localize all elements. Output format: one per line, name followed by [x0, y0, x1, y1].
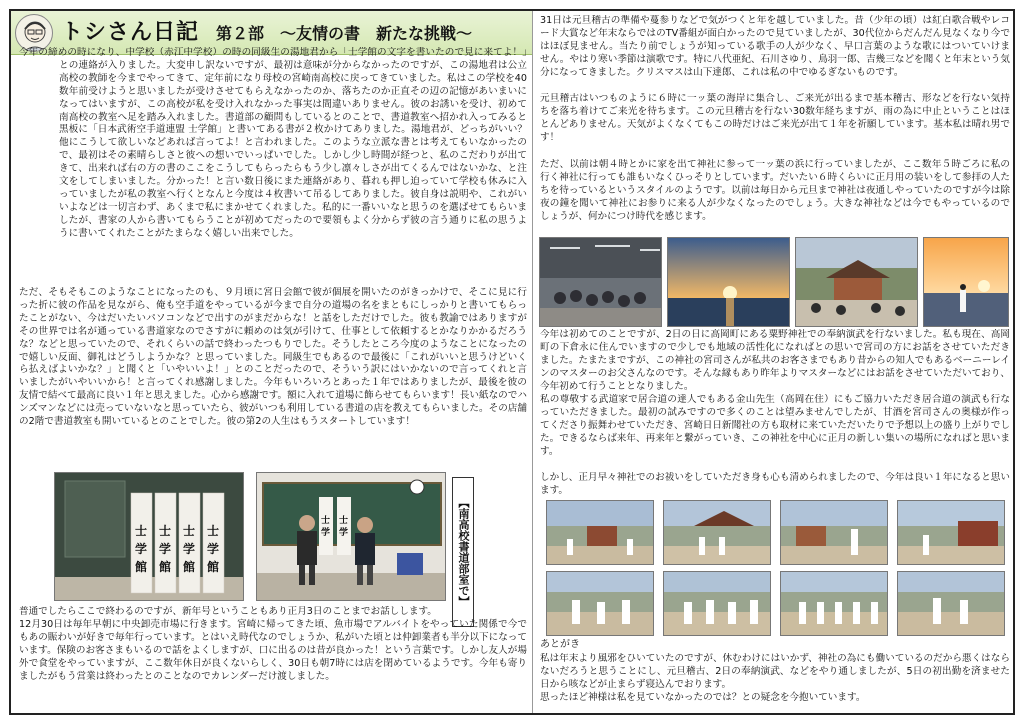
afterword-title: あとがき: [540, 639, 580, 650]
left-column: [11, 11, 533, 713]
photo-demo-1: [546, 500, 654, 565]
svg-text:館: 館: [159, 560, 172, 574]
right-paragraph-3: ただ、以前は朝４時とかに家を出て神社に参って一ッ葉の浜に行っていましたが、ここ数年５時ごろに私の行く神社に行っても誰もいなくひっそりとしています。だいたい６時くらいに正月用の装いをして参拝の人たちを待っているというスタイルのようです。以前は毎日から元旦まで神社は夜通しやっていたのですが今は除夜の鐘を聞いて神社にお参りに来る人が少なくなったのでしょう。大きな神社などは今でもやっているのでしょうが、何かにつけ時代を感じます。: [540, 159, 1010, 222]
left-paragraph-1: 今年の締めの時になり、中学校（赤江中学校）の時の同級生の湯地君から「士学館の文字を書いたので見に来てよ！」との連絡が入りました。大変申し訳ないですが、最初は意味が分からなかったのですが、この湯地君は公立高校の教師を今までやってきて、定年前になり母校の宮崎南高校に戻ってきていました。私はこの学校を40数年前受けようと思いましたが受けさせてもらえなかったのか、落ちたのか正直その辺の記憶があいまいになってはいますが、この高校が私を受け入れなかった事実は間違いありません。彼のお誘いを受け、初めて南高校の教室へ足を踏み入れました。書道部の顧問もしているとのことで、書道教室へ招かれ入ってみると黒板に「日本武術空手道連盟 士学館」と書いてある書が２枚かけてありました。湯地君が、どっちがいい？他にこうして欲しいなどあれば言ってよ！と言われました。このような立派な書とは考えてもいなかったので、最初はその素晴らしさと彼への想いでいっぱいでした。しかし少し時間が経つと、私のこだわりが出てきて、出来れば右の方の書のここをこうしてもらったらもう少し凛々しさが出てくるんではないかな、と注文をしてしまいました。分かった！と言い数日後にまた連絡があり、暮れも押し迫っていて学校も休みに入っていましたが私の教室へ行くとなんと今度は４枚書いて吊るしてありました。彼自身は説明や、これがいいよなどは一切言わず、あくまで私にまかせてくれました。私的に一番いいなと思うのを選ばせてもらいましたが、書家の人から書いてもらうことが初めてだったので要領もよく分からず彼の言う通りに私の思うように書いてくれたことがたまらなく嬉しい出来でした。: [19, 47, 527, 239]
svg-text:館: 館: [183, 560, 196, 574]
svg-text:士: 士: [321, 516, 331, 526]
photo-beach-sunrise-karate: [923, 237, 1009, 327]
right-paragraph-1: 31日は元旦稽古の準備や蔓参りなどで気がつくと年を越していました。昔（少年の頃）は紅白歌合戦やレコード大賞など年末ならではのTV番組が面白かったので見ていましたが、30代位からだんだん見なくなり今ではほぼ見ません。当たり前でしょうが知っている歌手の人が少なく、早口言葉のような歌にはついていけません。やはり寒い季節は演歌です。特に八代亜紀、石川さゆり、鳥羽一郎、吉幾三などを聞くと年末という気分になってきました。クリスマスは山下達郎、これは私の中でゆるぎないものです。: [540, 15, 1010, 78]
left-paragraph-2: ただ、そもそもこのようなことになったのも、９月頃に宮日会館で彼が個展を開いたのがきっかけで、そこに見に行った折に彼の作品を見ながら、俺も空手道をやっているが今まで自分の道場の名をまともにしっかりと書いてもらったことがない、今はだいたいパソコンなどで出すのがまだからな！と話をしただけでした。彼も教諭ではありますがその世界では名が通っている書道家なのでさすがに頼めのは気が引けて、仕事として依頼するとかなりかかるだろうな？などと思っていたので、それくらいの話で終わったつもりでした。そうしたところ今度のようなことになったので嬉しい反面、御礼はどうしようかな？と思っていました。同級生でもあるので最後に「これがいいと思うけどいくら払えばよいかな？」と聞くと「いやいいよ！」とのことだったので、そういう訳にはいかないので言ってくれと言いましたがいやいいから！と言ってくれ感謝しました。今年もいろいろとあった１年ではありましたが、最後を彼の友情で結べて最高に良い１年と思えました。心から感謝です。額に入れて道場に飾らせてもらいます！長い紙なのでハンズマンなどには売っていないなと思っていたら、彼がいつも利用している書道の店を教えてもらいました。その店舗の2階で書道教室も開いているとのことでした。彼の第2の人生はもうスタートしています！: [19, 287, 527, 428]
photo-calligraphy-scrolls: [54, 472, 244, 601]
svg-text:士: 士: [207, 524, 220, 538]
photo-two-men-classroom: [256, 472, 446, 601]
svg-text:学: 学: [207, 542, 220, 556]
page-title: トシさん日記: [61, 20, 200, 45]
photo-demo-6: [663, 571, 771, 636]
photo-fish-market: [539, 237, 662, 327]
photo-sunrise-sea: [667, 237, 790, 327]
svg-text:士: 士: [183, 524, 196, 538]
svg-text:士: 士: [159, 524, 172, 538]
right-paragraph-2: 元旦稽古はいつものように６時に一ッ葉の海岸に集合し、ご来光が出るまで基本稽古、形などを行ない気持ちを落ち着けてご来光を待ちます。この元旦稽古を行ない30数年経ちますが、雨の為に中止ということはほとんどありません。天気がよくなくてもこの時だけはご来光が出て１年を祈願しています。基本私は晴れ男です！: [540, 93, 1010, 143]
photo-demo-3: [780, 500, 888, 565]
photo-demo-5: [546, 571, 654, 636]
right-paragraph-4: 今年は初めてのことですが、2日の日に高岡町にある粟野神社での奉納演武を行ないました。私も現在、高岡町の下倉永に住んでいますので少しでも地域の活性化になればとの思いで宮司の方にお話をさせていただきました。たまたまですが、この神社の宮司さんが私共のお客さまでもあり昔からの知人でもあるベーニーレインのマスターのお父さんなのです。そんな縁もあり昨年よりマスターなどにはお話をさせていただいており、今年初めて行うこととなりました。: [540, 329, 1010, 392]
svg-text:館: 館: [135, 560, 148, 574]
photo-demo-7: [780, 571, 888, 636]
left-paragraph-3: 普通でしたらここで終わるのですが、新年号ということもあり正月3日のことまでお話しします。 12月30日は毎年早朝に中央卸売市場に行きます。宮崎に帰ってきた頃、魚市場でアルバイトをやっていた関係で今でもあの賑わいが好きで毎年行っています。とはいえ時代なのでしょうか、私がいた頃とは仲卸業者も半分以下になっています。保険のお客さまもいるので話をよくしますが、口に出るのは昔が良かった！という言葉です。しかし友人が場外で食堂をやっていますが、ここ数年休日が良くないらしく、30日も朝7時には店を閉めているようです。今年も寄りましたがもう営業は終わったとのことなのでカレンダーだけ渡しました。: [19, 606, 527, 682]
right-column: [534, 11, 1015, 713]
photo-demo-4: [897, 500, 1005, 565]
afterword-text: 私は年末より風邪をひいていたのですが、休むわけにはいかず、神社の為にも働いているのだから悪くはならないだろうと思うことにし、元旦稽古、2日の奉納演武、などをやり通しましたが、5日の初出勤を済ませた日から咳などが止まらず寝込んでおります。 思ったほど神様は私を見ていなかったのでは？との疑念を今抱いています。: [540, 653, 1010, 703]
svg-text:学: 学: [339, 528, 349, 538]
photo-demo-2: [663, 500, 771, 565]
photo-shrine-visitors: [795, 237, 918, 327]
svg-text:学: 学: [321, 528, 331, 538]
photo-caption: 【南高校書道部室で】: [452, 477, 474, 627]
svg-text:学: 学: [183, 542, 196, 556]
svg-text:士: 士: [339, 516, 349, 526]
right-paragraph-6: しかし、正月早々神社でのお祓いをしていただき身も心も清められましたので、今年は良い１年になると思います。: [540, 472, 1010, 496]
page-subtitle: 第２部 ～友情の書 新たな挑戦～: [216, 24, 473, 43]
svg-text:学: 学: [135, 542, 148, 556]
svg-text:館: 館: [207, 560, 220, 574]
photo-demo-8: [897, 571, 1005, 636]
svg-text:学: 学: [159, 542, 172, 556]
right-paragraph-5: 私の尊敬する武道家で居合道の達人でもある金山先生（高岡在住）にもご協力いただき居合道の演武も行なっていただきました。最初の試みですので多くのことは望みませんでしたが、甘酒を宮司さんの奥様が作ってくださり振舞わせていただき、宮崎日日新聞社の方も取材に来ていただいたりで予想以上の盛り上がりでした。できるならば来年、再来年と繋がっていき、この神社を中心に正月の新しい集いの場所になればと思います。: [540, 394, 1010, 457]
svg-text:士: 士: [135, 524, 148, 538]
newsletter-page: [9, 9, 1015, 715]
